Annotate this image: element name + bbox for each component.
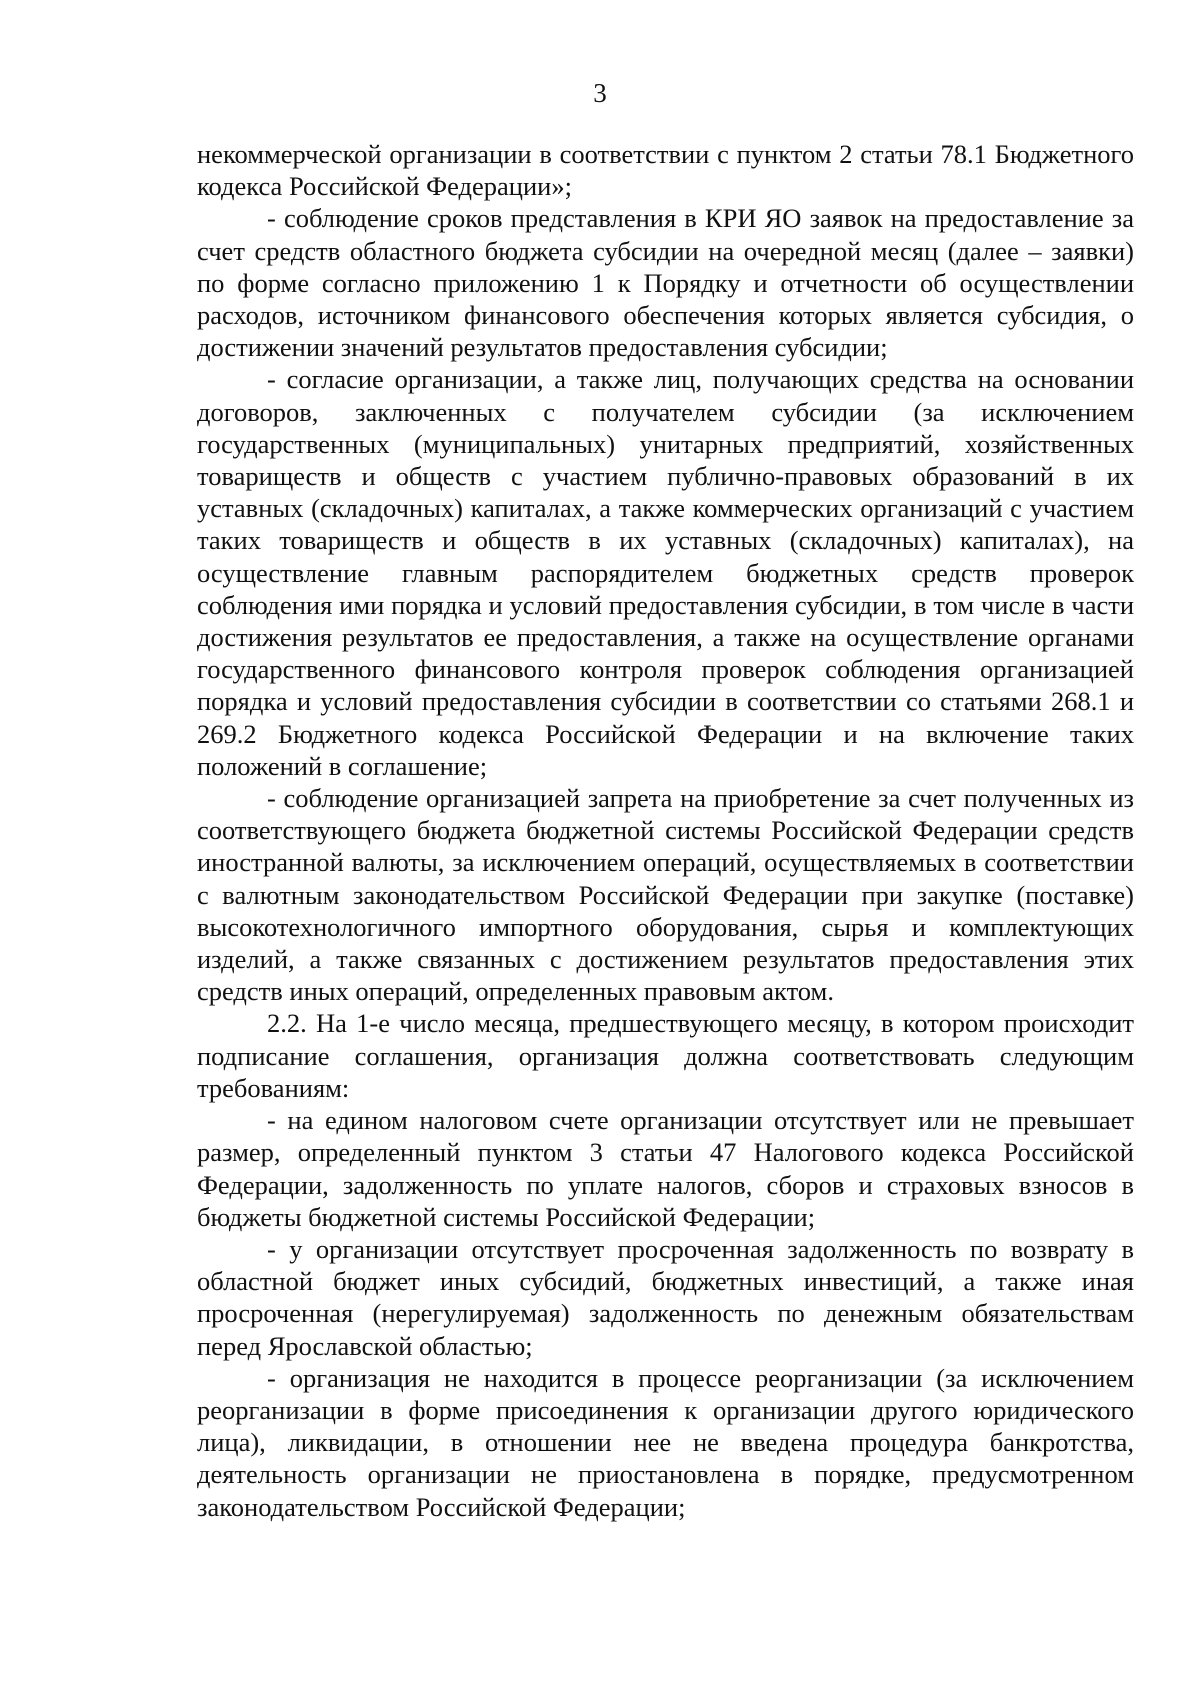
page-number: 3 (593, 78, 607, 108)
paragraph: - у организации отсутствует просроченная задолженность по возврату в областной бюджет иных субсидий, бюджетных инвестиций, а также иная просроченная (нерегулируемая) задолженность по денежным обязательствам перед Ярославской областью; (197, 1233, 1134, 1361)
paragraph: - согласие организации, а также лиц, получающих средства на основании договоров, заключенных с получателем субсидии (за исключением государственных (муниципальных) унитарных предприятий, хозяйственных товариществ и обществ с участием публично-правовых образований в их уставных (складочных) капиталах, а также коммерческих организаций с участием таких товариществ и обществ в их уставных (складочных) капиталах), на осуществление главным распорядителем бюджетных средств проверок соблюдения ими порядка и условий предоставления субсидии, в том числе в части достижения результатов ее предоставления, а также на осуществление органами государственного финансового контроля проверок соблюдения организацией порядка и условий предоставления субсидии в соответствии со статьями 268.1 и 269.2 Бюджетного кодекса Российской Федерации и на включение таких положений в соглашение; (197, 364, 1134, 781)
paragraph: некоммерческой организации в соответствии с пунктом 2 статьи 78.1 Бюджетного кодекса Российской Федерации»; (197, 139, 1134, 202)
paragraph: - организация не находится в процессе реорганизации (за исключением реорганизации в форме присоединения к организации другого юридического лица), ликвидации, в отношении нее не введена процедура банкротства, деятельность организации не приостановлена в порядке, предусмотренном законодательством Российской Федерации; (197, 1362, 1134, 1522)
paragraph: - соблюдение сроков представления в КРИ ЯО заявок на предоставление за счет средств областного бюджета субсидии на очередной месяц (далее – заявки) по форме согласно приложению 1 к Порядку и отчетности об осуществлении расходов, источником финансового обеспечения которых является субсидия, о достижении значений результатов предоставления субсидии; (197, 203, 1134, 363)
paragraph: - на едином налоговом счете организации отсутствует или не превышает размер, определенный пунктом 3 статьи 47 Налогового кодекса Российской Федерации, задолженность по уплате налогов, сборов и страховых взносов в бюджеты бюджетной системы Российской Федерации; (197, 1105, 1134, 1232)
paragraph: - соблюдение организацией запрета на приобретение за счет полученных из соответствующего бюджета бюджетной системы Российской Федерации средств иностранной валюты, за исключением операций, осуществляемых в соответствии с валютным законодательством Российской Федерации при закупке (поставке) высокотехнологичного импортного оборудования, сырья и комплектующих изделий, а также связанных с достижением результатов предоставления этих средств иных операций, определенных правовым актом. (197, 783, 1134, 1007)
paragraph: 2.2. На 1-е число месяца, предшествующего месяцу, в котором происходит подписание соглашения, организация должна соответствовать следующим требованиям: (197, 1008, 1134, 1103)
document-body (197, 138, 1134, 1523)
